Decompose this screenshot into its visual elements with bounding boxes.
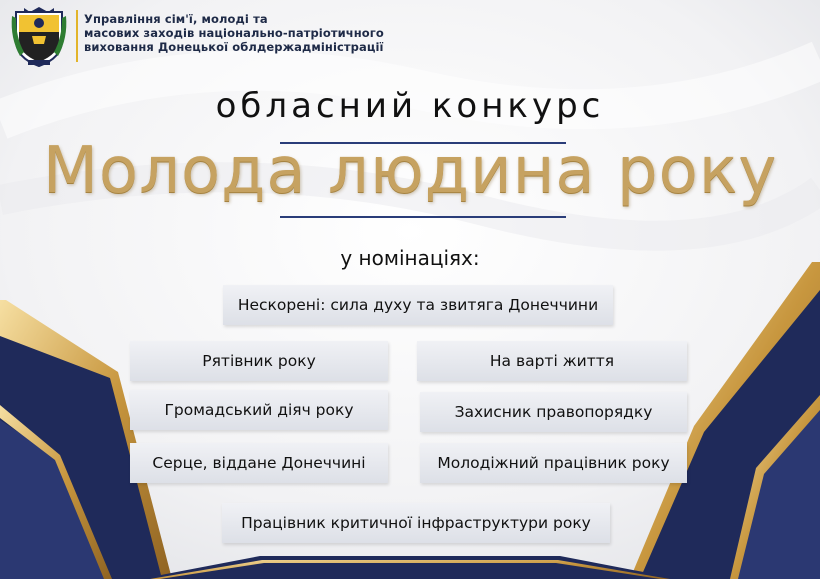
header	[10, 6, 384, 70]
nomination-critical-infrastructure: Працівник критичної інфраструктури року	[222, 503, 610, 543]
nomination-law-defender: Захисник правопорядку	[420, 392, 687, 432]
nomination-unbroken: Нескорені: сила духу та звитяга Донеччини	[223, 285, 613, 325]
nomination-guarding-life: На варті життя	[417, 341, 687, 381]
nomination-rescuer: Рятівник року	[130, 341, 388, 381]
nomination-heart-donetsk: Серце, віддане Донеччині	[130, 443, 388, 483]
org-line-2: масових заходів національно-патріотичного	[84, 26, 384, 40]
contest-title: Молода людина року	[42, 134, 778, 208]
organization-name	[84, 12, 384, 54]
nominations-heading: у номінаціях:	[340, 246, 480, 270]
org-line-3: виховання Донецької облдержадміністрації	[84, 40, 384, 54]
contest-subtitle: обласний конкурс	[215, 86, 605, 126]
header-divider	[76, 10, 78, 62]
nomination-public-figure: Громадський діяч року	[130, 390, 388, 430]
nomination-youth-worker: Молодіжний працівник року	[420, 443, 687, 483]
title-bottom-line	[280, 216, 566, 218]
org-line-1: Управління сім'ї, молоді та	[84, 12, 268, 26]
coat-of-arms-icon	[10, 6, 68, 68]
